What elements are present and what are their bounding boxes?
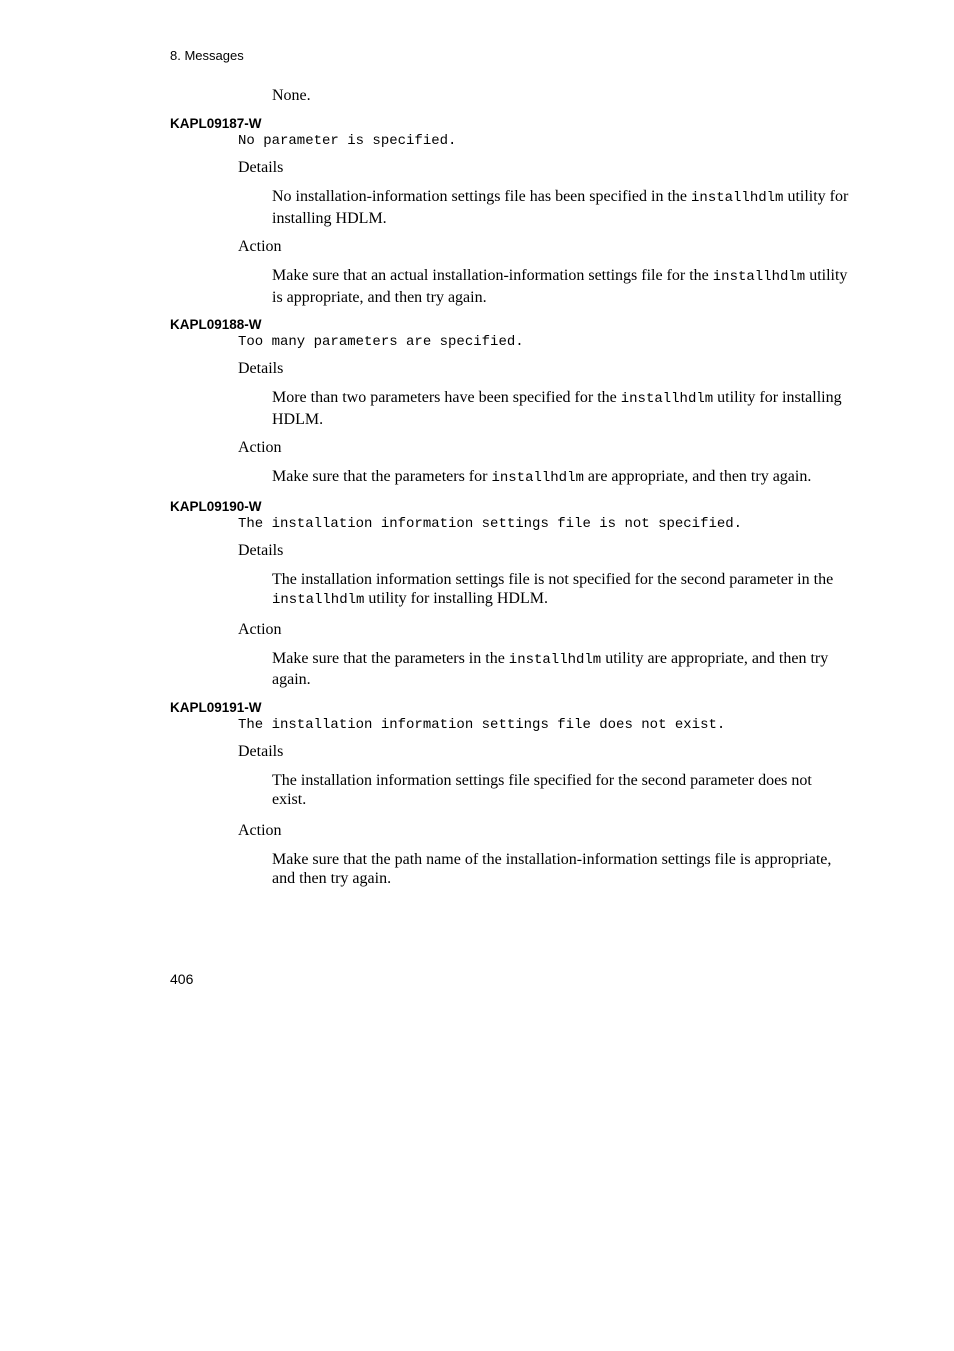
message-entry [170,498,850,690]
message-list [170,115,850,900]
details-label: Details [238,742,284,760]
message-text: Too many parameters are specified. [238,334,524,350]
message-text: No parameter is specified. [238,133,457,149]
command-name: installhdlm [272,592,365,608]
details-text: The installation information settings file specified for the second parameter does not exist. [272,771,812,808]
action-text: Make sure that the parameters for installhdlm are appropriate, and then try again. [272,468,812,486]
command-name: installhdlm [508,651,602,668]
message-text: The installation information settings file is not specified. [238,515,743,532]
command-name: installhdlm [691,190,784,206]
action-label: Action [238,821,282,839]
message-entry [170,316,850,489]
command-name: installhdlm [491,470,584,486]
message-text: The installation information settings file does not exist. [238,716,726,733]
action-text: Make sure that an actual installation-information settings file for the installhdlm utility is appropriate, and then try again. [272,267,848,306]
details-label: Details [238,159,284,176]
action-label: Action [238,439,282,456]
message-id: KAPL09188-W [170,317,262,332]
action-label: Action [238,238,282,255]
action-text: Make sure that the parameters in the installhdlm utility are appropriate, and then try again. [272,649,829,688]
running-head: 8. Messages [170,48,244,63]
message-entry [170,115,850,307]
command-name: installhdlm [712,269,806,285]
previous-action-tail: None. [272,87,311,104]
details-text: More than two parameters have been specified for the installhdlm utility for installing HDLM. [272,389,842,428]
command-name: installhdlm [620,391,714,407]
message-entry [170,699,850,891]
page-number: 406 [170,971,194,987]
details-label: Details [238,541,284,559]
details-text: The installation information settings file is not specified for the second parameter in the installhdlm utility for installing HDLM. [272,570,834,608]
message-id: KAPL09190-W [170,498,262,514]
action-label: Action [238,620,282,638]
details-label: Details [238,360,284,377]
message-id: KAPL09187-W [170,116,262,131]
details-text: No installation-information settings file has been specified in the installhdlm utility for installing HDLM. [272,188,849,227]
action-text: Make sure that the path name of the installation-information settings file is appropriate, and then try again. [272,850,832,887]
message-id: KAPL09191-W [170,699,262,715]
